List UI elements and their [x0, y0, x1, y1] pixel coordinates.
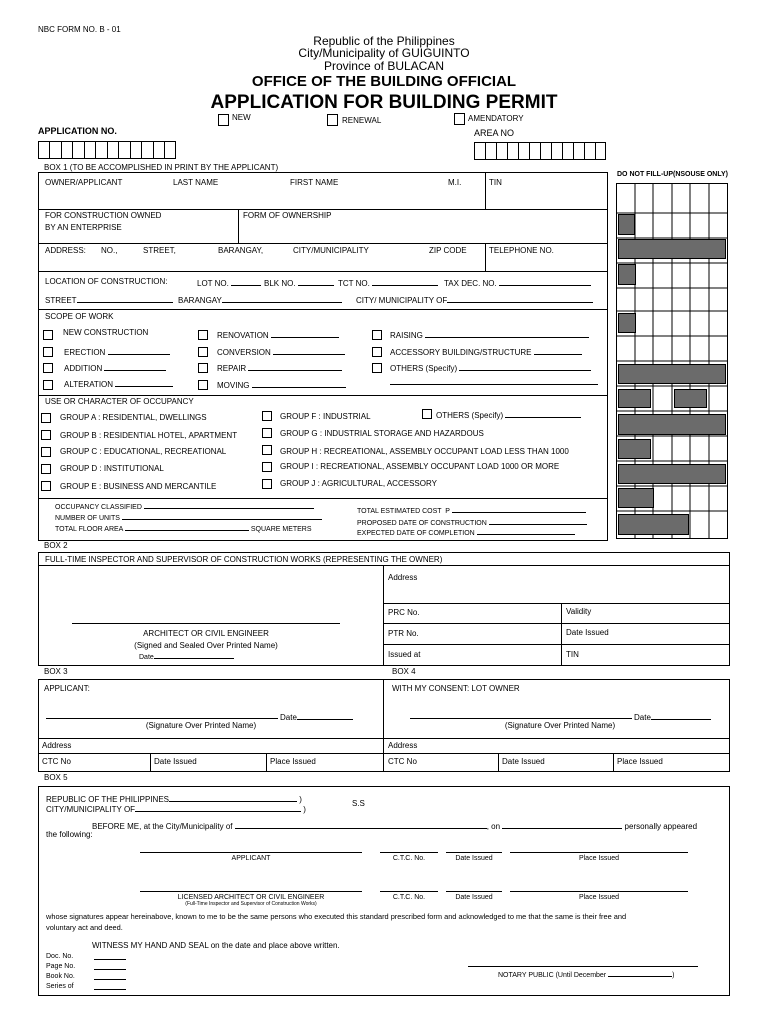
nso-grid — [616, 183, 728, 539]
box4-address-label: Address — [388, 741, 418, 750]
box4-date-issued-label: Date Issued — [502, 757, 545, 766]
group-j-checkbox[interactable] — [262, 479, 272, 489]
address-city-label: CITY/MUNICIPALITY — [293, 246, 369, 255]
box5-title: BOX 5 — [44, 773, 68, 782]
form-number: NBC FORM NO. B - 01 — [38, 25, 121, 34]
conversion-checkbox[interactable] — [198, 347, 208, 357]
before-me-line: BEFORE ME, at the City/Municipality of , on personally appeared — [92, 822, 698, 831]
raising-label: RAISING — [390, 329, 589, 341]
box3-date-issued-label: Date Issued — [154, 757, 197, 766]
renovation-label: RENOVATION — [217, 329, 339, 341]
group-b-checkbox[interactable] — [41, 430, 51, 440]
expected-date-label: EXPECTED DATE OF COMPLETION — [357, 527, 575, 539]
republic-line: Republic of the Philippines — [313, 34, 455, 48]
owner-applicant-label: OWNER/APPLICANT — [45, 178, 123, 187]
group-a-checkbox[interactable] — [41, 413, 51, 423]
group-j-label: GROUP J : AGRICULTURAL, ACCESSORY — [280, 479, 437, 488]
others-scope-label: OTHERS (Specify) — [390, 362, 591, 374]
new-construction-label: NEW CONSTRUCTION — [63, 328, 149, 337]
alteration-label: ALTERATION — [64, 378, 173, 390]
box3-address-label: Address — [42, 741, 72, 750]
architect-label: ARCHITECT OR CIVIL ENGINEER — [143, 629, 269, 638]
group-a-label: GROUP A : RESIDENTIAL, DWELLINGS — [60, 413, 207, 422]
group-c-checkbox[interactable] — [41, 447, 51, 457]
group-d-checkbox[interactable] — [41, 464, 51, 474]
notary-public-label: NOTARY PUBLIC (Until December ) — [498, 972, 675, 979]
erection-checkbox[interactable] — [43, 347, 53, 357]
box4-title: BOX 4 — [392, 667, 416, 676]
renovation-checkbox[interactable] — [198, 330, 208, 340]
last-name-label: LAST NAME — [173, 178, 219, 187]
licensed-label: LICENSED ARCHITECT OR CIVIL ENGINEER — [177, 894, 325, 901]
total-estimated-cost-label: TOTAL ESTIMATED COST P — [357, 505, 586, 517]
location-label: LOCATION OF CONSTRUCTION: — [45, 277, 168, 286]
prc-no-label: PRC No. — [388, 608, 420, 617]
box3-ctc-label: CTC No — [42, 757, 71, 766]
province-line: Province of BULACAN — [323, 59, 445, 73]
mi-label: M.I. — [448, 178, 462, 187]
tax-dec-label: TAX DEC. NO. — [444, 277, 591, 289]
whose-signatures-line-2: voluntary act and deed. — [46, 923, 123, 932]
box4-date-label: Date — [634, 711, 711, 723]
group-i-label: GROUP I : RECREATIONAL, ASSEMBLY OCCUPANT LOAD 1000 OR MORE — [280, 462, 560, 471]
repair-label: REPAIR — [217, 362, 342, 374]
group-h-checkbox[interactable] — [262, 445, 272, 455]
witness-line: WITNESS MY HAND AND SEAL on the date and place above written. — [92, 941, 340, 950]
first-name-label: FIRST NAME — [290, 178, 339, 187]
others-occupancy-label: OTHERS (Specify) — [436, 409, 581, 421]
group-f-checkbox[interactable] — [262, 411, 272, 421]
book-no-label: Book No. — [46, 973, 75, 980]
for-construction-label-2: BY AN ENTERPRISE — [45, 223, 122, 232]
address-street-label: STREET, — [143, 246, 176, 255]
group-e-checkbox[interactable] — [41, 481, 51, 491]
others-scope-checkbox[interactable] — [372, 363, 382, 373]
form-of-ownership-label: FORM OF OWNERSHIP — [243, 211, 332, 220]
box3-title: BOX 3 — [44, 667, 68, 676]
location-barangay-label: BARANGAY — [178, 294, 342, 306]
tct-no-label: TCT NO. — [338, 277, 438, 289]
addition-label: ADDITION — [64, 362, 166, 374]
box2-address-label: Address — [388, 573, 418, 582]
occupancy-title: USE OR CHARACTER OF OCCUPANCY — [45, 397, 194, 406]
box2-heading: FULL-TIME INSPECTOR AND SUPERVISOR OF CONSTRUCTION WORKS (REPRESENTING THE OWNER) — [45, 555, 443, 564]
amendatory-label: AMENDATORY — [468, 114, 524, 123]
city-line-box5: CITY/MUNICIPALITY OF ) — [46, 805, 306, 814]
accessory-label: ACCESSORY BUILDING/STRUCTURE — [390, 346, 582, 358]
telephone-label: TELEPHONE NO. — [489, 246, 554, 255]
box2-date-label: Date — [139, 652, 234, 663]
following-label: the following: — [46, 830, 93, 839]
ss-label: S.S — [352, 799, 365, 808]
area-no-label: AREA NO — [474, 128, 515, 138]
fulltime-label: (Full-Time Inspector and Supervisor of Construction Works) — [185, 901, 317, 907]
conversion-label: CONVERSION — [217, 346, 345, 358]
new-label: NEW — [232, 113, 251, 122]
box3-date-label: Date — [280, 711, 353, 723]
series-of-label: Series of — [46, 983, 74, 990]
page-title: APPLICATION FOR BUILDING PERMIT — [210, 92, 558, 113]
box5-ctc-label-1: C.T.C. No. — [392, 855, 426, 862]
box3-signature-label: (Signature Over Printed Name) — [145, 721, 257, 730]
whose-signatures-line-1: whose signatures appear hereinabove, known to me to be the same persons who executed this standard prescribed form and acknowledged to me that the same is their free and — [46, 912, 627, 921]
repair-checkbox[interactable] — [198, 363, 208, 373]
box2-tin-label: TIN — [566, 650, 579, 659]
location-street-label: STREET — [45, 294, 173, 306]
box5-date-issued-label-2: Date Issued — [455, 894, 493, 901]
accessory-checkbox[interactable] — [372, 347, 382, 357]
box3-place-issued-label: Place Issued — [270, 757, 316, 766]
new-construction-checkbox[interactable] — [43, 330, 53, 340]
box4-ctc-label: CTC No — [388, 757, 417, 766]
issued-at-label: Issued at — [388, 650, 421, 659]
alteration-checkbox[interactable] — [43, 380, 53, 390]
box5-place-issued-label-2: Place Issued — [578, 894, 620, 901]
box5-applicant-label: APPLICANT — [231, 855, 271, 862]
zip-code-label: ZIP CODE — [429, 246, 467, 255]
moving-label: MOVING — [217, 379, 346, 391]
number-of-units-label: NUMBER OF UNITS — [55, 512, 322, 524]
box2-title: BOX 2 — [44, 541, 68, 550]
lot-no-label: LOT NO. — [197, 277, 261, 289]
page-no-label: Page No. — [46, 963, 76, 970]
city-line: City/Municipality of GUIGUINTO — [298, 46, 470, 60]
address-no-label: NO., — [101, 246, 118, 255]
for-construction-label-1: FOR CONSTRUCTION OWNED — [45, 211, 162, 220]
consent-label: WITH MY CONSENT: LOT OWNER — [392, 684, 520, 693]
applicant-label: APPLICANT: — [44, 684, 90, 693]
group-h-label: GROUP H : RECREATIONAL, ASSEMBLY OCCUPANT LOAD LESS THAN 1000 — [280, 447, 569, 456]
proposed-date-label: PROPOSED DATE OF CONSTRUCTION — [357, 517, 587, 529]
box4-place-issued-label: Place Issued — [617, 757, 663, 766]
group-c-label: GROUP C : EDUCATIONAL, RECREATIONAL — [60, 447, 227, 456]
validity-label: Validity — [566, 607, 592, 616]
addition-checkbox[interactable] — [43, 363, 53, 373]
raising-checkbox[interactable] — [372, 330, 382, 340]
box5-place-issued-label-1: Place Issued — [578, 855, 620, 862]
group-e-label: GROUP E : BUSINESS AND MERCANTILE — [60, 482, 217, 491]
address-label: ADDRESS: — [45, 246, 86, 255]
blk-no-label: BLK NO. — [264, 277, 334, 289]
group-f-label: GROUP F : INDUSTRIAL — [280, 412, 371, 421]
application-no-label: APPLICATION NO. — [38, 126, 117, 136]
box5-date-issued-label-1: Date Issued — [455, 855, 493, 862]
group-d-label: GROUP D : INSTITUTIONAL — [60, 464, 164, 473]
scope-title: SCOPE OF WORK — [45, 312, 114, 321]
group-b-label: GROUP B : RESIDENTIAL HOTEL, APARTMENT — [60, 431, 238, 440]
signed-sealed-label: (Signed and Sealed Over Printed Name) — [134, 641, 278, 650]
ptr-no-label: PTR No. — [388, 629, 419, 638]
occupancy-classified-label: OCCUPANCY CLASSIFIED — [55, 501, 314, 513]
address-barangay-label: BARANGAY, — [218, 246, 264, 255]
moving-checkbox[interactable] — [198, 380, 208, 390]
office-title: OFFICE OF THE BUILDING OFFICIAL — [251, 73, 517, 90]
renewal-label: RENEWAL — [342, 116, 382, 125]
renewal-checkbox[interactable] — [327, 114, 338, 126]
location-city-label: CITY/ MUNICIPALITY OF — [356, 294, 593, 306]
do-not-fill-label: DO NOT FILL-UP(NSOUSE ONLY) — [617, 171, 728, 178]
group-g-label: GROUP G : INDUSTRIAL STORAGE AND HAZARDOUS — [280, 429, 484, 438]
doc-no-label: Doc. No. — [46, 953, 74, 960]
box1-title: BOX 1 (TO BE ACCOMPLISHED IN PRINT BY THE APPLICANT) — [44, 163, 279, 172]
total-floor-area-label: TOTAL FLOOR AREA SQUARE METERS — [55, 523, 312, 535]
others-occupancy-checkbox[interactable] — [422, 409, 432, 419]
erection-label: ERECTION — [64, 346, 170, 358]
box4-signature-label: (Signature Over Printed Name) — [504, 721, 616, 730]
republic-line-box5: REPUBLIC OF THE PHILIPPINES ) — [46, 795, 302, 804]
group-g-checkbox[interactable] — [262, 428, 272, 438]
tin-label: TIN — [489, 178, 502, 187]
new-checkbox[interactable] — [218, 114, 229, 126]
group-i-checkbox[interactable] — [262, 462, 272, 472]
box2-date-issued-label: Date Issued — [566, 628, 609, 637]
amendatory-checkbox[interactable] — [454, 113, 465, 125]
box5-ctc-label-2: C.T.C. No. — [392, 894, 426, 901]
